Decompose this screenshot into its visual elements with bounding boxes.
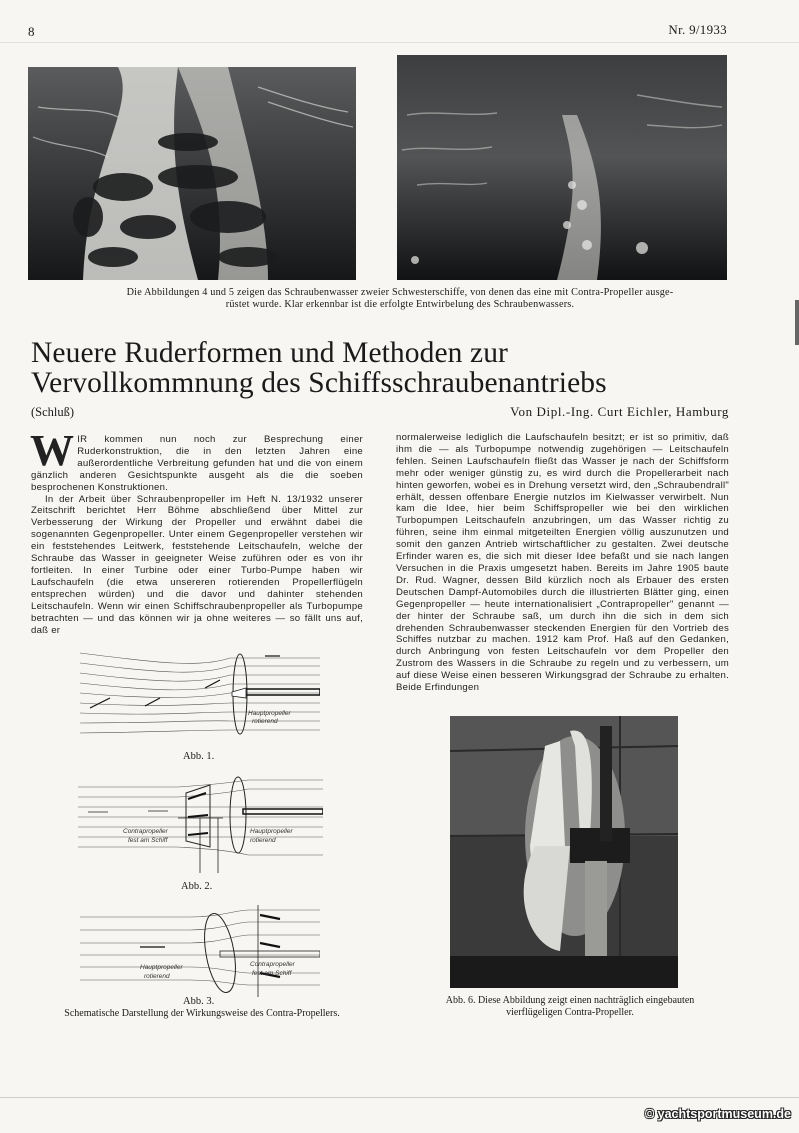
diagram-fig3 bbox=[80, 905, 320, 997]
fig1-label: Abb. 1. bbox=[183, 751, 215, 762]
contra-propeller-photo-fig6 bbox=[450, 716, 678, 988]
footer-divider bbox=[0, 1097, 799, 1098]
wake-photo-fig4 bbox=[28, 67, 356, 280]
svg-text:rotierend: rotierend bbox=[144, 973, 170, 980]
drop-cap: W bbox=[30, 426, 75, 475]
article-title: Neuere Ruderformen und Methoden zur Vervollkommnung des Schiffsschraubenantriebs bbox=[31, 337, 607, 399]
article-byline: Von Dipl.-Ing. Curt Eichler, Hamburg bbox=[510, 404, 729, 419]
wake-photo-fig5 bbox=[397, 55, 727, 280]
paragraph-1: WIR kommen nun noch zur Besprechung einer Ruderkonstruktion, die in den letzten Jahren eine außerordentliche Verbreitung gefunden hat und die von einem gänzlich anderen Gesichtspunkte ausgeht als die die soeben besprochenen Konstruktionen. bbox=[30, 426, 363, 493]
svg-text:Hauptpropeller: Hauptpropeller bbox=[140, 964, 183, 971]
article-column-right bbox=[396, 432, 729, 694]
watermark: © yachtsportmuseum.de bbox=[644, 1107, 791, 1121]
paragraph-3: normalerweise lediglich die Laufschaufeln besitzt; er ist so primitiv, daß ihm die — als Turbopumpe notwendig zugehörigen — Leitschaufeln fehlen. Seinen Laufschaufeln fließt das Wasser je nach der Schiffsform mehr oder weniger günstig zu, es wird durch die Propellerarbeit nach hinten geworfen, wobei es in Drehung versetzt wird, den „Schraubendrall" erhält, dessen offenbare Energie nutzlos im Kielwasser verwirbelt. Nun kam die Idee, hier beim Schiffspropeller wie bei den wirklichen Turbopumpen Leitschaufeln anzubringen, um das Wasser richtig zu führen, seine ihm einmal mitgeteilten Energien völlig auszunutzen und somit den ganzen Antrieb wirtschaftlicher zu gestalten. Zwei deutsche Erfinder waren es, die sich mit dieser Idee befaßt und sie nach langen Versuchen in die Praxis umgesetzt haben. Bereits im Jahre 1905 baute Dr. Rud. Wagner, dessen Bild kürzlich noch als Erbauer des ersten Deutschen Dampf-Automobiles durch die illustrierten Blätter ging, einen Gegenpropeller — heute internationalisiert „Contrapropeller" genannt — der hinter der Schraube saß, um durch ihn die sich in dem sich drehenden Schraubenwasser steckenden Energien für den Vortrieb des Schiffes nutzbar zu machen. 1912 kam Prof. Haß auf den Gedanken, durch Anbringung von festen Leitschaufeln vor dem Propeller den Zustrom des Wassers in die Schraube zu regeln und zu verbessern, um auf diese Weise einen besseren Wirkungsgrad der Schraube zu erhalten. Beide Erfindungen bbox=[396, 432, 729, 694]
article-column-left bbox=[30, 426, 363, 636]
diagram-fig1 bbox=[80, 648, 320, 744]
svg-text:rotierend: rotierend bbox=[252, 718, 278, 725]
scan-edge-artifact bbox=[795, 300, 799, 345]
svg-text:rotierend: rotierend bbox=[250, 837, 276, 844]
fig1-annotation: Hauptpropeller bbox=[248, 710, 291, 717]
page-number: 8 bbox=[28, 24, 35, 39]
fig6-caption: Abb. 6. Diese Abbildung zeigt einen nachträglich eingebauten vierflügeligen Contra-Propeller. bbox=[445, 995, 695, 1018]
svg-text:Contrapropeller: Contrapropeller bbox=[250, 961, 295, 968]
fig2-label: Abb. 2. bbox=[181, 881, 213, 892]
svg-text:fest am Schiff: fest am Schiff bbox=[252, 970, 292, 977]
header-divider bbox=[0, 42, 799, 43]
svg-text:Contrapropeller: Contrapropeller bbox=[123, 828, 168, 835]
diagrams-caption: Schematische Darstellung der Wirkungsweise des Contra-Propellers. bbox=[64, 1008, 340, 1019]
issue-number: Nr. 9/1933 bbox=[668, 22, 727, 37]
article-subtitle: (Schluß) bbox=[31, 405, 75, 419]
svg-text:fest am Schiff: fest am Schiff bbox=[128, 837, 168, 844]
fig3-label: Abb. 3. bbox=[183, 996, 215, 1007]
diagram-fig2 bbox=[78, 775, 323, 873]
paragraph-2: In der Arbeit über Schraubenpropeller im Heft N. 13/1932 unserer Zeitschrift berichtet Herr Böhme abschließend über Mittel zur Verbesserung der Wirkung der Propeller und erwähnt dabei die sogenannten Gegenpropeller. Unter einem Gegenpropeller verstehen wir ein feststehendes Leitwerk, feststehende Leitschaufeln, welche der Schraube das Wasser in geeigneter Weise zuführen oder es von ihr fortleiten. In einer Turbine oder einer Turbo-Pumpe haben wir Laufschaufeln (die etwa unsereren rotierenden Propellerflügeln entsprechen würden) und die davor und dahinter stehenden Leitschaufeln. Wenn wir einen Schiffschraubenpropeller als Turbopumpe betrachten — und das können wir ja ohne weiteres — so fällt uns auf, daß er bbox=[31, 493, 363, 636]
svg-text:Hauptpropeller: Hauptpropeller bbox=[250, 828, 293, 835]
photos-caption: Die Abbildungen 4 und 5 zeigen das Schraubenwasser zweier Schwesterschiffe, von denen das eine mit Contra-Propeller ausge- rüstet wurde. Klar erkennbar ist die erfolgte Entwirbelung des Schraubenwassers. bbox=[126, 287, 674, 310]
